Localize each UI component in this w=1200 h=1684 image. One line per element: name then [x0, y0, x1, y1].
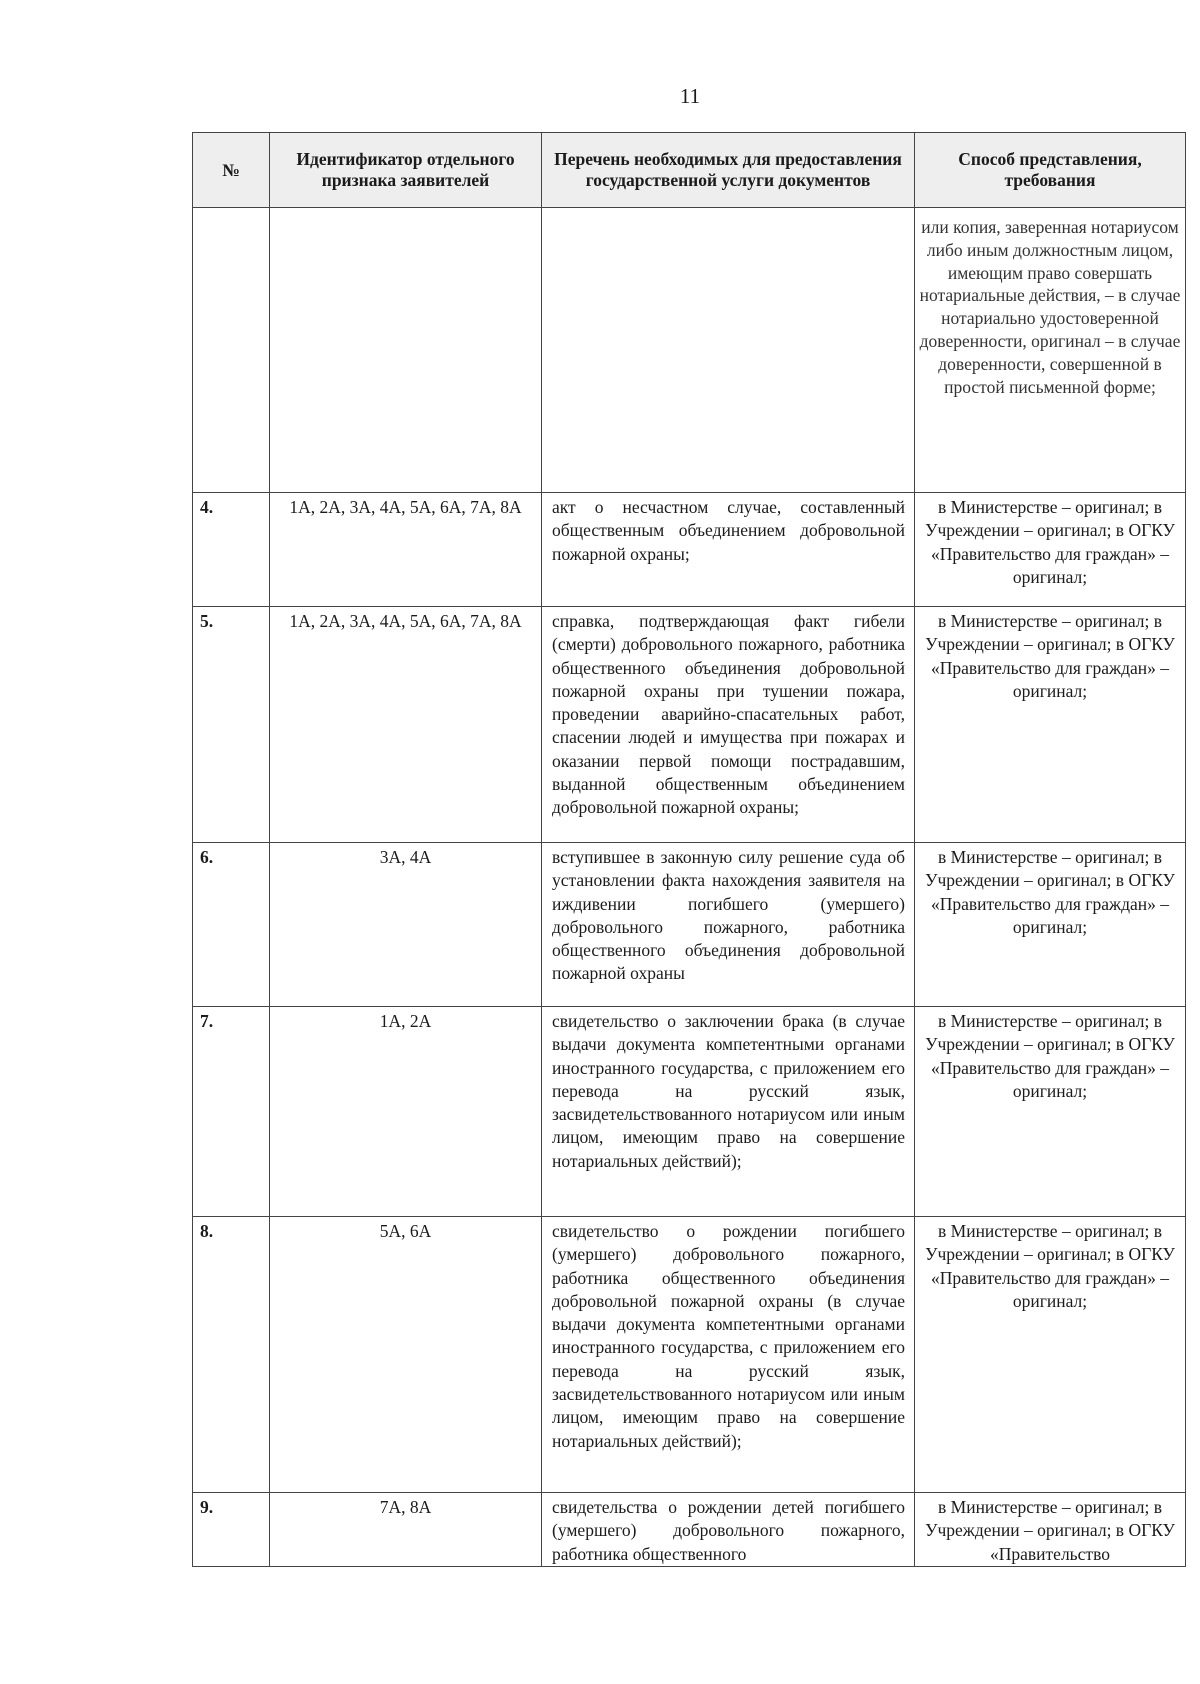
table-header-row — [193, 133, 1186, 208]
cell-number: 9. — [193, 1493, 270, 1567]
cell-documents: свидетельства о рождении детей погибшего (умершего) добровольного пожарного, работника общественного — [542, 1493, 915, 1567]
table-row — [193, 607, 1186, 843]
cell-method: в Министерстве – оригинал; в Учреждении – оригинал; в ОГКУ «Правительство для граждан» – оригинал; — [915, 493, 1186, 607]
cell-documents: свидетельство о заключении брака (в случае выдачи документа компетентными органами иностранного государства, с приложением его перевода на русский язык, засвидетельствованного нотариусом или иным лицом, имеющим право на совершение нотариальных действий); — [542, 1007, 915, 1217]
cell-method: в Министерстве – оригинал; в Учреждении – оригинал; в ОГКУ «Правительство для граждан» – оригинал; — [915, 1217, 1186, 1493]
table-row — [193, 843, 1186, 1007]
cell-identifier: 7А, 8А — [270, 1493, 542, 1567]
table-row — [193, 493, 1186, 607]
cell-number: 5. — [193, 607, 270, 843]
cell-number: 8. — [193, 1217, 270, 1493]
cell-identifier: 1А, 2А, 3А, 4А, 5А, 6А, 7А, 8А — [270, 607, 542, 843]
header-identifier: Идентификатор отдельного признака заявителей — [270, 133, 542, 208]
cell-documents: справка, подтверждающая факт гибели (смерти) добровольного пожарного, работника общественного объединения добровольной пожарной охраны при тушении пожара, проведении аварийно-спасательных работ, спасении людей и имущества при пожарах и оказании первой помощи пострадавшим, выданной общественным объединением добровольной пожарной охраны; — [542, 607, 915, 843]
cell-number: 4. — [193, 493, 270, 607]
cell-identifier: 3А, 4А — [270, 843, 542, 1007]
table-row-continuation — [193, 208, 1186, 493]
header-method: Способ представления, требования — [915, 133, 1186, 208]
table-row — [193, 1007, 1186, 1217]
cell-number: 6. — [193, 843, 270, 1007]
cell-identifier — [270, 208, 542, 493]
cell-method: в Министерстве – оригинал; в Учреждении – оригинал; в ОГКУ «Правительство для граждан» – оригинал; — [915, 843, 1186, 1007]
cell-identifier: 5А, 6А — [270, 1217, 542, 1493]
header-documents: Перечень необходимых для предоставления государственной услуги документов — [542, 133, 915, 208]
cell-documents: свидетельство о рождении погибшего (умершего) добровольного пожарного, работника общественного объединения добровольной пожарной охраны (в случае выдачи документа компетентными органами иностранного государства, с приложением его перевода на русский язык, засвидетельствованного нотариусом или иным лицом, имеющим право на совершение нотариальных действий); — [542, 1217, 915, 1493]
cell-documents: вступившее в законную силу решение суда об установлении факта нахождения заявителя на иждивении погибшего (умершего) добровольного пожарного, работника общественного объединения добровольной пожарной охраны — [542, 843, 915, 1007]
header-number: № — [193, 133, 270, 208]
page-number: 11 — [679, 84, 701, 108]
cell-number: 7. — [193, 1007, 270, 1217]
cell-method: в Министерстве – оригинал; в Учреждении – оригинал; в ОГКУ «Правительство для граждан» – оригинал; — [915, 607, 1186, 843]
documents-table — [192, 132, 1186, 1567]
table-row — [193, 1217, 1186, 1493]
cell-identifier: 1А, 2А, 3А, 4А, 5А, 6А, 7А, 8А — [270, 493, 542, 607]
cell-identifier: 1А, 2А — [270, 1007, 542, 1217]
cell-method: в Министерстве – оригинал; в Учреждении – оригинал; в ОГКУ «Правительство — [915, 1493, 1186, 1567]
cell-method: или копия, заверенная нотариусом либо иным должностным лицом, имеющим право совершать нотариальные действия, – в случае нотариально удостоверенной доверенности, оригинал – в случае доверенности, совершенной в простой письменной форме; — [915, 208, 1186, 493]
cell-documents — [542, 208, 915, 493]
cell-number — [193, 208, 270, 493]
cell-documents: акт о несчастном случае, составленный общественным объединением добровольной пожарной охраны; — [542, 493, 915, 607]
table-row — [193, 1493, 1186, 1567]
cell-method: в Министерстве – оригинал; в Учреждении – оригинал; в ОГКУ «Правительство для граждан» – оригинал; — [915, 1007, 1186, 1217]
